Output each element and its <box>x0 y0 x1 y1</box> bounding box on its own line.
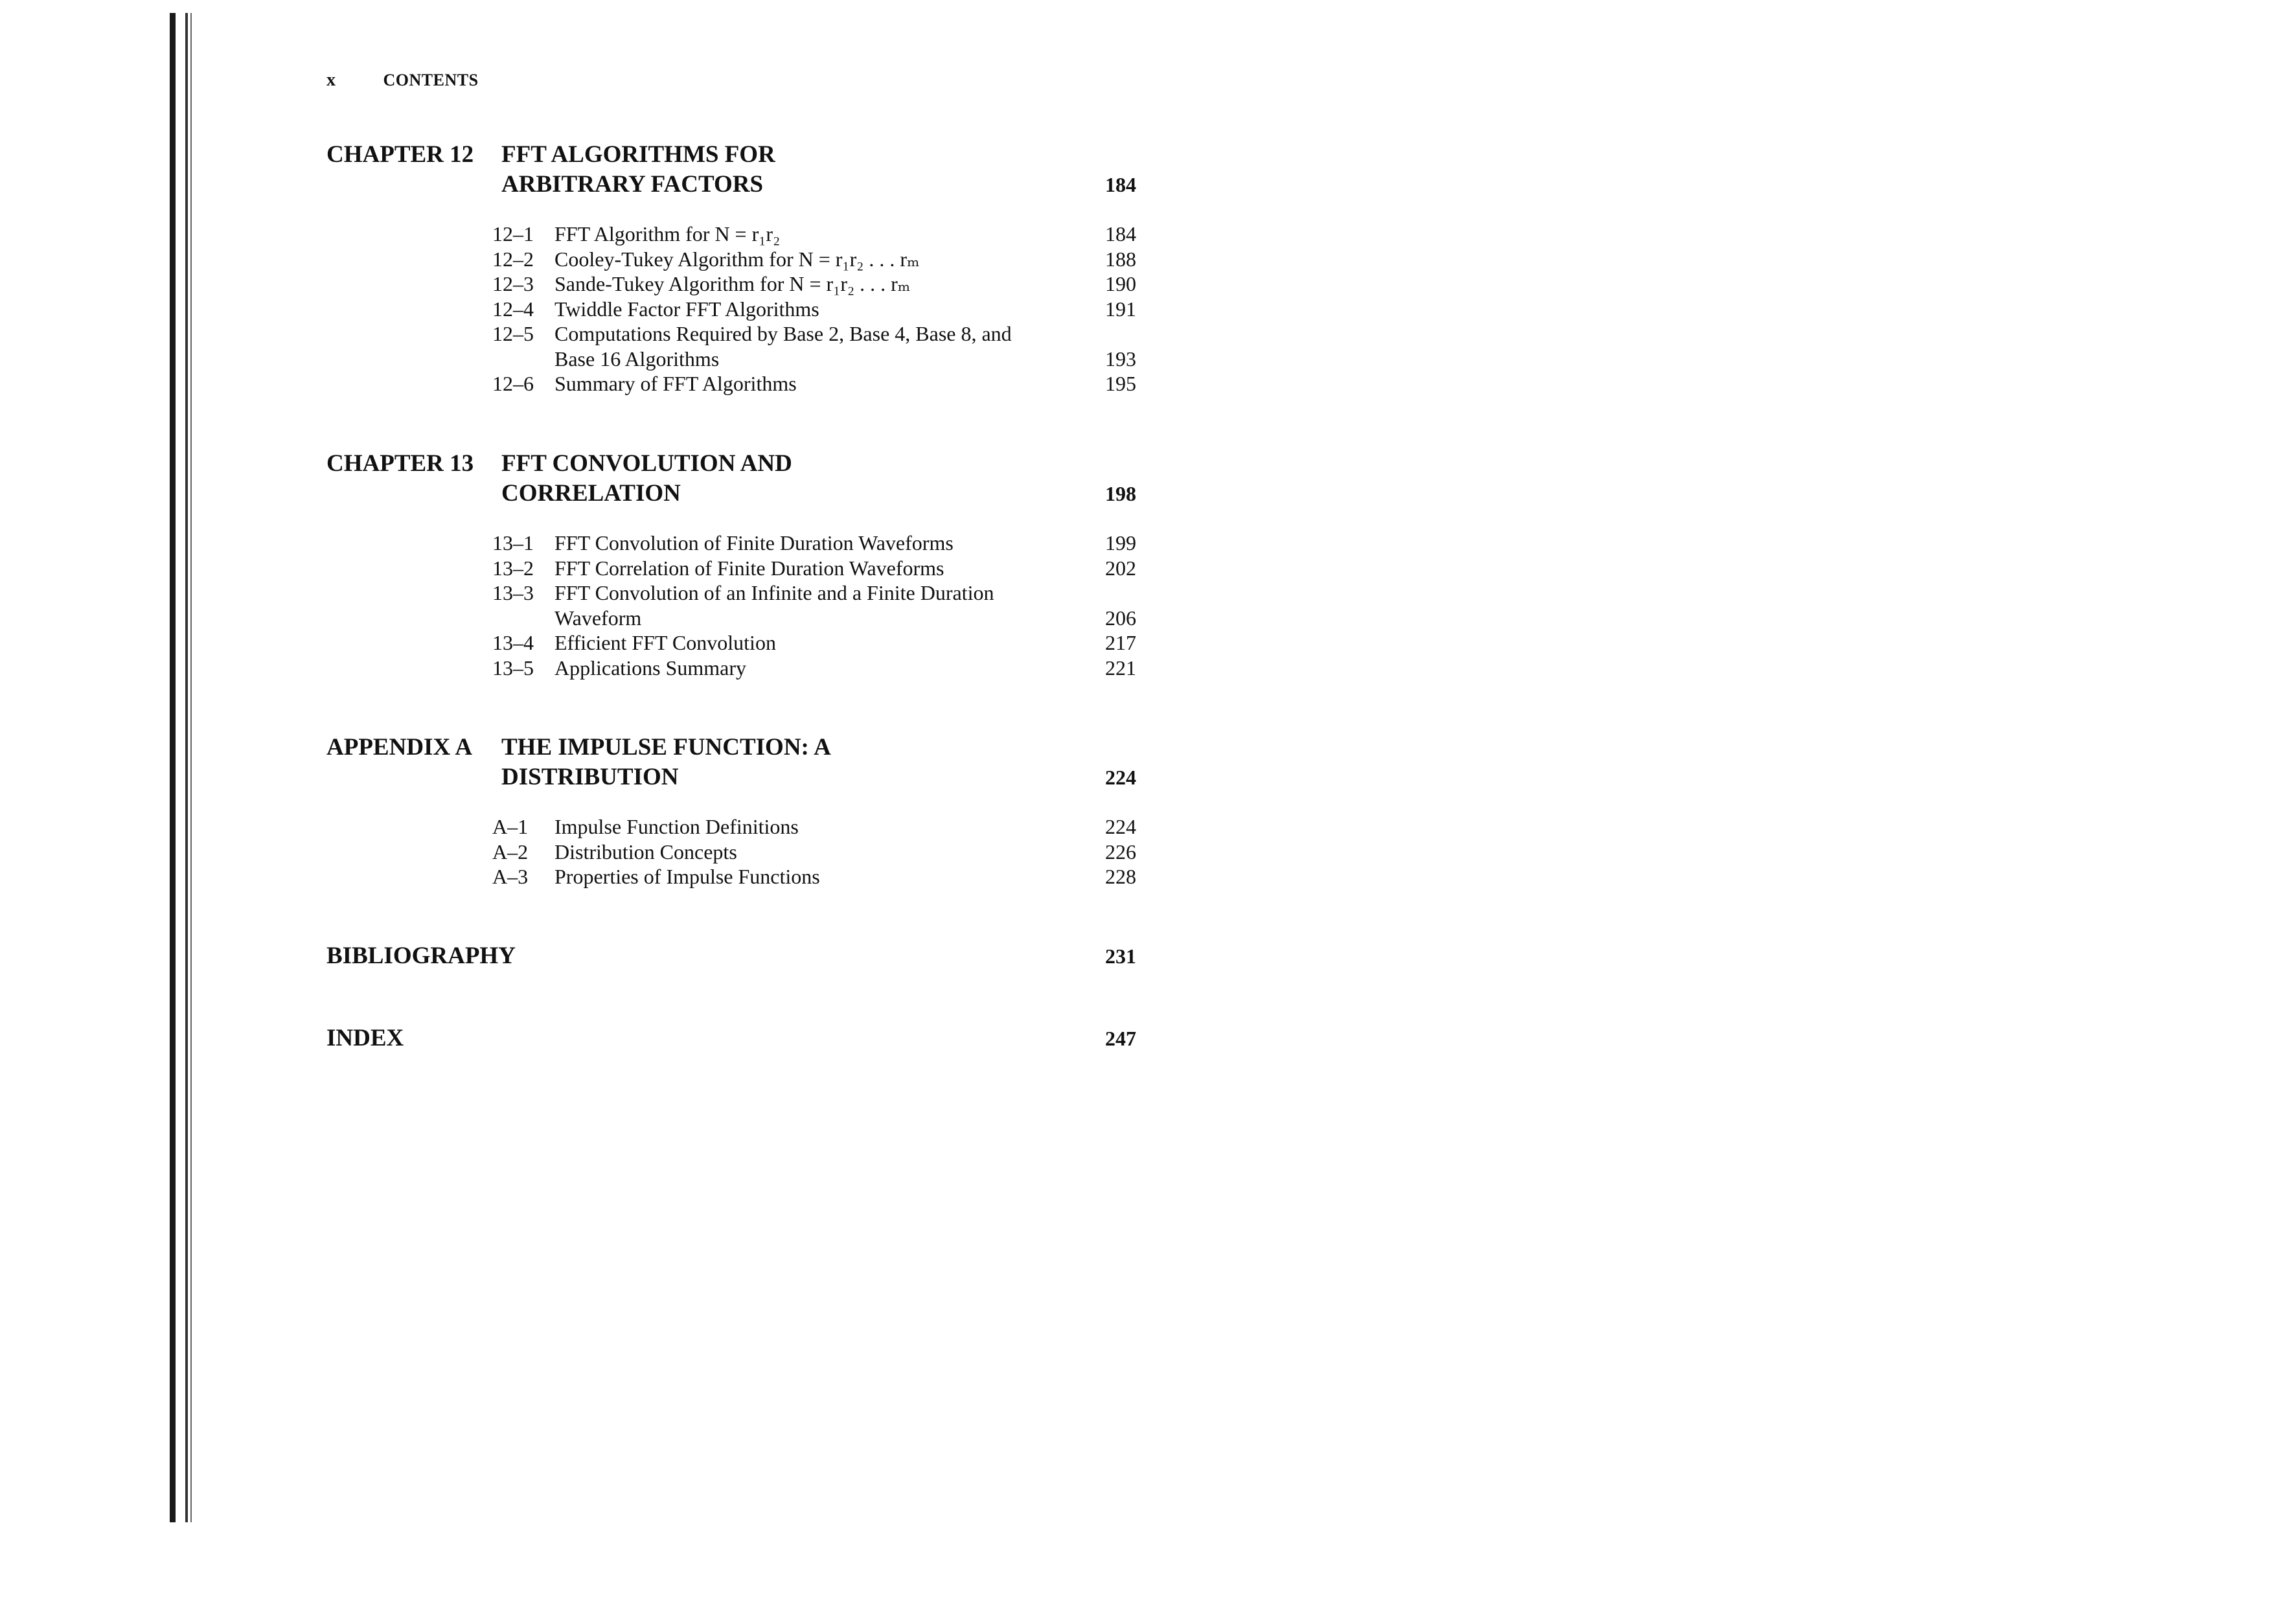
entry-number: 13–2 <box>492 556 534 580</box>
section-page-number: 184 <box>1105 173 1136 196</box>
entry-number: 13–4 <box>492 631 534 654</box>
running-head <box>326 70 479 91</box>
entry-page-number: 184 <box>1105 222 1136 246</box>
toc-index <box>326 1024 1136 1053</box>
index-page-number: 247 <box>1105 1027 1136 1050</box>
entry-title: FFT Convolution of an Infinite and a Finite Duration Waveform <box>554 581 994 630</box>
entry-number: 12–1 <box>492 222 534 246</box>
entry-page-number: 191 <box>1105 297 1136 321</box>
section-title-line: THE IMPULSE FUNCTION: A <box>501 734 831 761</box>
entry-number: A–3 <box>492 865 529 888</box>
entry-title: Applications Summary <box>554 656 746 680</box>
toc-entry <box>326 247 1136 272</box>
bibliography-label: BIBLIOGRAPHY <box>326 943 516 969</box>
toc-entry <box>326 222 1136 247</box>
toc-entry <box>326 297 1136 322</box>
entry-number: A–2 <box>492 840 529 863</box>
toc-entry <box>326 371 1136 396</box>
toc-entries <box>326 222 1136 396</box>
toc-entry <box>326 864 1136 889</box>
entry-number: 12–4 <box>492 297 534 321</box>
section-title <box>501 140 968 200</box>
entry-page-number: 193 <box>1105 347 1136 371</box>
toc-bibliography <box>326 941 1136 971</box>
entry-page-number: 226 <box>1105 840 1136 863</box>
index-label: INDEX <box>326 1025 404 1051</box>
toc-entry <box>326 556 1136 581</box>
toc-entry <box>326 531 1136 556</box>
section-title <box>501 449 968 509</box>
entry-number: 13–3 <box>492 581 534 604</box>
entry-page-number: 202 <box>1105 556 1136 580</box>
entry-number: 12–2 <box>492 247 534 271</box>
toc-section-chapter-13 <box>326 449 1136 680</box>
entry-number: A–1 <box>492 815 529 838</box>
entry-page-number: 224 <box>1105 815 1136 838</box>
running-head-title: CONTENTS <box>383 71 479 89</box>
section-heading <box>326 140 1136 200</box>
entry-page-number: 228 <box>1105 865 1136 888</box>
toc-entry <box>326 630 1136 656</box>
section-title-line: DISTRIBUTION <box>501 764 679 790</box>
entry-title: Efficient FFT Convolution <box>554 631 776 654</box>
entry-title: Properties of Impulse Functions <box>554 865 820 888</box>
entry-page-number: 188 <box>1105 247 1136 271</box>
entry-page-number: 199 <box>1105 531 1136 555</box>
toc-entry <box>326 814 1136 840</box>
toc-entry <box>326 271 1136 297</box>
section-page-number: 198 <box>1105 482 1136 505</box>
entry-number: 12–6 <box>492 372 534 395</box>
section-title-line: FFT CONVOLUTION AND <box>501 450 792 477</box>
section-label: CHAPTER 12 <box>326 141 474 168</box>
page-folio: x <box>326 70 336 90</box>
entry-title: Cooley-Tukey Algorithm for N = r₁r₂ . . . rₘ <box>554 247 920 271</box>
entry-number: 12–3 <box>492 272 534 295</box>
toc-section-appendix-a <box>326 733 1136 889</box>
bibliography-page-number: 231 <box>1105 944 1136 968</box>
entry-title: Twiddle Factor FFT Algorithms <box>554 297 819 321</box>
entry-page-number: 217 <box>1105 631 1136 654</box>
entry-number: 13–5 <box>492 656 534 680</box>
entry-title: Sande-Tukey Algorithm for N = r₁r₂ . . . rₘ <box>554 272 911 295</box>
section-heading <box>326 733 1136 792</box>
toc-entry <box>326 656 1136 681</box>
entry-title: Computations Required by Base 2, Base 4, Base 8, and Base 16 Algorithms <box>554 322 1012 371</box>
entry-title: FFT Convolution of Finite Duration Waveforms <box>554 531 954 555</box>
section-title-line: CORRELATION <box>501 480 681 507</box>
entry-title: Impulse Function Definitions <box>554 815 799 838</box>
toc-section-chapter-12 <box>326 140 1136 396</box>
entry-number: 12–5 <box>492 322 534 345</box>
section-label: APPENDIX A <box>326 734 473 761</box>
entry-page-number: 206 <box>1105 606 1136 630</box>
section-title-line: FFT ALGORITHMS FOR <box>501 141 775 168</box>
entry-title: Summary of FFT Algorithms <box>554 372 797 395</box>
entry-page-number: 195 <box>1105 372 1136 395</box>
entry-page-number: 221 <box>1105 656 1136 680</box>
section-title-line: ARBITRARY FACTORS <box>501 171 764 198</box>
toc-entries <box>326 814 1136 889</box>
section-heading <box>326 449 1136 509</box>
entry-title: Distribution Concepts <box>554 840 737 863</box>
entry-page-number: 190 <box>1105 272 1136 295</box>
section-title <box>501 733 968 792</box>
entry-title: FFT Correlation of Finite Duration Waveforms <box>554 556 944 580</box>
section-label: CHAPTER 13 <box>326 450 474 477</box>
toc-entry <box>326 580 1136 630</box>
section-page-number: 224 <box>1105 766 1136 789</box>
entry-title: FFT Algorithm for N = r₁r₂ <box>554 222 781 246</box>
toc-entry <box>326 321 1136 371</box>
entry-number: 13–1 <box>492 531 534 555</box>
toc-entries <box>326 531 1136 680</box>
toc-entry <box>326 840 1136 865</box>
